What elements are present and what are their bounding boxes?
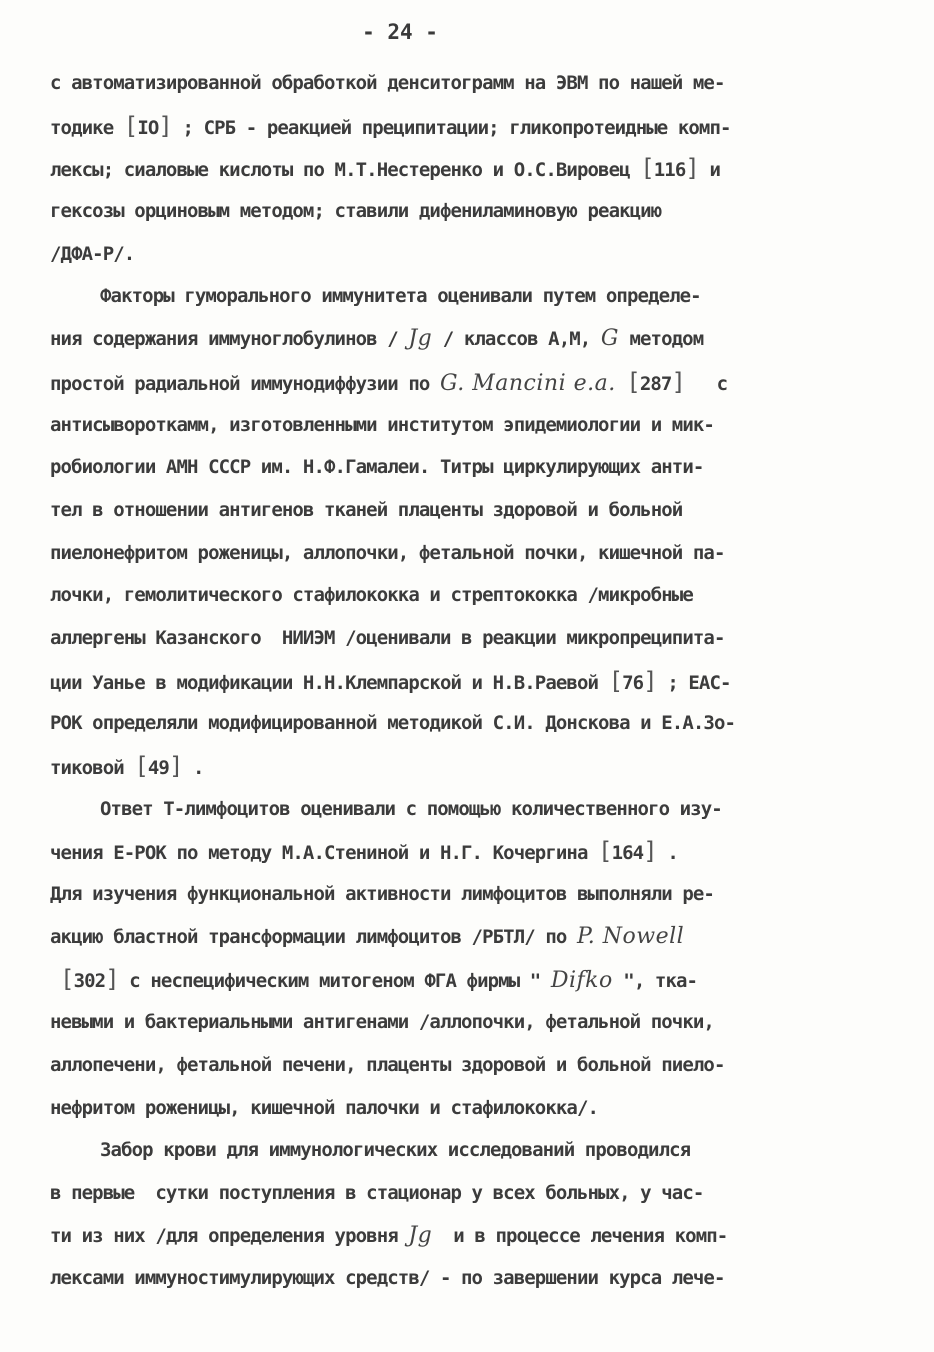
text-run: ", тка- — [612, 970, 698, 993]
text-run: ти из них /для определения уровня — [50, 1224, 409, 1247]
text-run: / классов А,М, — [432, 328, 601, 351]
reference-bracket-open: [ — [608, 666, 623, 695]
text-line — [50, 361, 880, 404]
text-run: ; ЕАС- — [656, 671, 731, 694]
text-run: ции Уанье в модификации Н.Н.Клемпарской и Н.В.Раевой — [50, 671, 609, 694]
reference-number: 164 — [611, 842, 644, 865]
text-run: лочки, гемолитического стафилококка и стрептококка /микробные — [50, 584, 693, 607]
reference-bracket-close: ] — [643, 837, 657, 866]
reference-bracket-open: [ — [123, 111, 138, 140]
handwritten-insert: Jg — [408, 326, 433, 352]
text-run: Факторы гуморального иммунитета оценивали путем определе- — [100, 285, 701, 308]
reference-bracket-open: [ — [640, 154, 654, 183]
text-run: гексозы орциновым методом; ставили дифениламиновую реакцию — [50, 200, 662, 223]
text-line — [50, 62, 880, 105]
text-run: антисывороткамм, изготовленными институтом эпидемиологии и мик- — [50, 413, 714, 436]
text-run: методом — [618, 328, 704, 351]
text-line — [50, 660, 880, 703]
text-run: простой радиальной иммунодиффузии по — [50, 372, 440, 395]
reference-number: 302 — [73, 970, 106, 993]
text-run: акцию бластной трансформации лимфоцитов /РБТЛ/ по — [50, 925, 577, 948]
text-run: тодике — [50, 116, 124, 139]
text-line — [50, 275, 880, 318]
text-run: лексами иммуностимулирующих средств/ - по завершении курса лече- — [50, 1267, 725, 1290]
reference-bracket-close: ] — [168, 752, 183, 780]
text-run: с автоматизированной обработкой денситограмм на ЭВМ по нашей ме- — [50, 72, 725, 94]
text-run: . — [182, 757, 204, 779]
text-run: ; СРБ - реакцией преципитации; гликопротеидные комп- — [171, 116, 731, 139]
text-line — [50, 1001, 880, 1044]
text-line — [50, 873, 880, 916]
text-run: лексы; сиаловые кислоты по М.Т.Нестеренко и О.С.Вировец — [50, 159, 641, 182]
body-text — [50, 62, 880, 1300]
text-line — [50, 1087, 880, 1130]
text-line — [50, 1044, 880, 1087]
text-line — [50, 617, 880, 660]
reference-bracket-open: [ — [626, 367, 640, 396]
text-run: тиковой — [50, 757, 135, 779]
text-run: РОК определяли модифицированной методикой С.И. Донскова и Е.А.Зо- — [50, 712, 736, 735]
text-line — [50, 318, 880, 361]
reference-bracket-close: ] — [105, 965, 119, 994]
text-line — [50, 233, 880, 276]
text-run: пиелонефритом роженицы, аллопочки, фетальной почки, кишечной па- — [50, 541, 725, 564]
text-run: Ответ Т-лимфоцитов оценивали с помощью количественного изу- — [100, 797, 722, 820]
text-run: и в процессе лечения комп- — [432, 1224, 728, 1247]
reference-bracket-close: ] — [685, 154, 699, 183]
text-run: аллергены Казанского НИИЭМ /оценивали в реакции микропреципита- — [50, 626, 725, 649]
text-line — [50, 702, 880, 745]
reference-number: 49 — [147, 757, 169, 779]
text-line — [50, 105, 880, 148]
text-line — [50, 1257, 880, 1300]
text-line — [50, 916, 880, 959]
text-run — [616, 373, 627, 395]
text-line — [50, 404, 880, 447]
text-run: невыми и бактериальными антигенами /аллопочки, фетальной почки, — [50, 1011, 714, 1034]
text-run: тел в отношении антигенов тканей плаценты здоровой и больной — [50, 498, 683, 521]
text-line — [50, 1172, 880, 1215]
reference-bracket-open: [ — [60, 965, 74, 994]
text-run: с — [685, 372, 728, 395]
text-line — [50, 1215, 880, 1258]
text-run: с неспецифическим митогеном ФГА фирмы " — [118, 970, 551, 993]
text-run: робиологии АМН СССР им. Н.Ф.Гамалеи. Титры циркулирующих анти- — [50, 456, 704, 479]
text-line — [50, 745, 880, 788]
text-line — [50, 446, 880, 489]
text-run: Для изучения функциональной активности лимфоцитов выполняли ре- — [50, 883, 714, 906]
text-run: аллопечени, фетальной печени, плаценты здоровой и больной пиело- — [50, 1053, 725, 1076]
reference-number: IO — [137, 116, 159, 139]
handwritten-insert: G. Mancini e.a. — [439, 370, 616, 396]
reference-bracket-open: [ — [598, 837, 612, 866]
reference-bracket-open: [ — [134, 752, 148, 780]
text-run: . — [656, 842, 678, 865]
handwritten-insert: P. Nowell — [576, 923, 685, 949]
text-line — [50, 1129, 880, 1172]
text-run: /ДФА-Р/. — [50, 242, 135, 265]
reference-bracket-close: ] — [158, 111, 172, 140]
handwritten-insert: Difko — [550, 968, 613, 994]
text-line — [50, 190, 880, 233]
reference-bracket-close: ] — [671, 367, 686, 396]
text-line — [50, 147, 880, 190]
text-run: и — [698, 159, 721, 182]
handwritten-insert: Jg — [408, 1222, 433, 1248]
handwritten-insert: G — [600, 326, 619, 352]
text-line — [50, 489, 880, 532]
reference-number: 76 — [622, 671, 644, 694]
text-line — [50, 788, 880, 831]
text-run: нефритом роженицы, кишечной палочки и стафилококка/. — [50, 1096, 599, 1119]
page-number: - 24 - — [362, 20, 438, 44]
text-line — [50, 574, 880, 617]
reference-number: 116 — [653, 159, 686, 182]
text-run: Забор крови для иммунологических исследований проводился — [100, 1139, 691, 1162]
reference-number: 287 — [639, 372, 672, 395]
text-run: в первые сутки поступления в стационар у всех больных, у час- — [50, 1181, 704, 1204]
reference-bracket-close: ] — [643, 666, 657, 695]
text-run: ния содержания иммуноглобулинов / — [50, 328, 409, 351]
text-line — [50, 532, 880, 575]
text-line — [50, 830, 880, 873]
text-line — [50, 958, 880, 1001]
text-run: чения Е-РОК по методу М.А.Стениной и Н.Г. Кочергина — [50, 842, 599, 865]
